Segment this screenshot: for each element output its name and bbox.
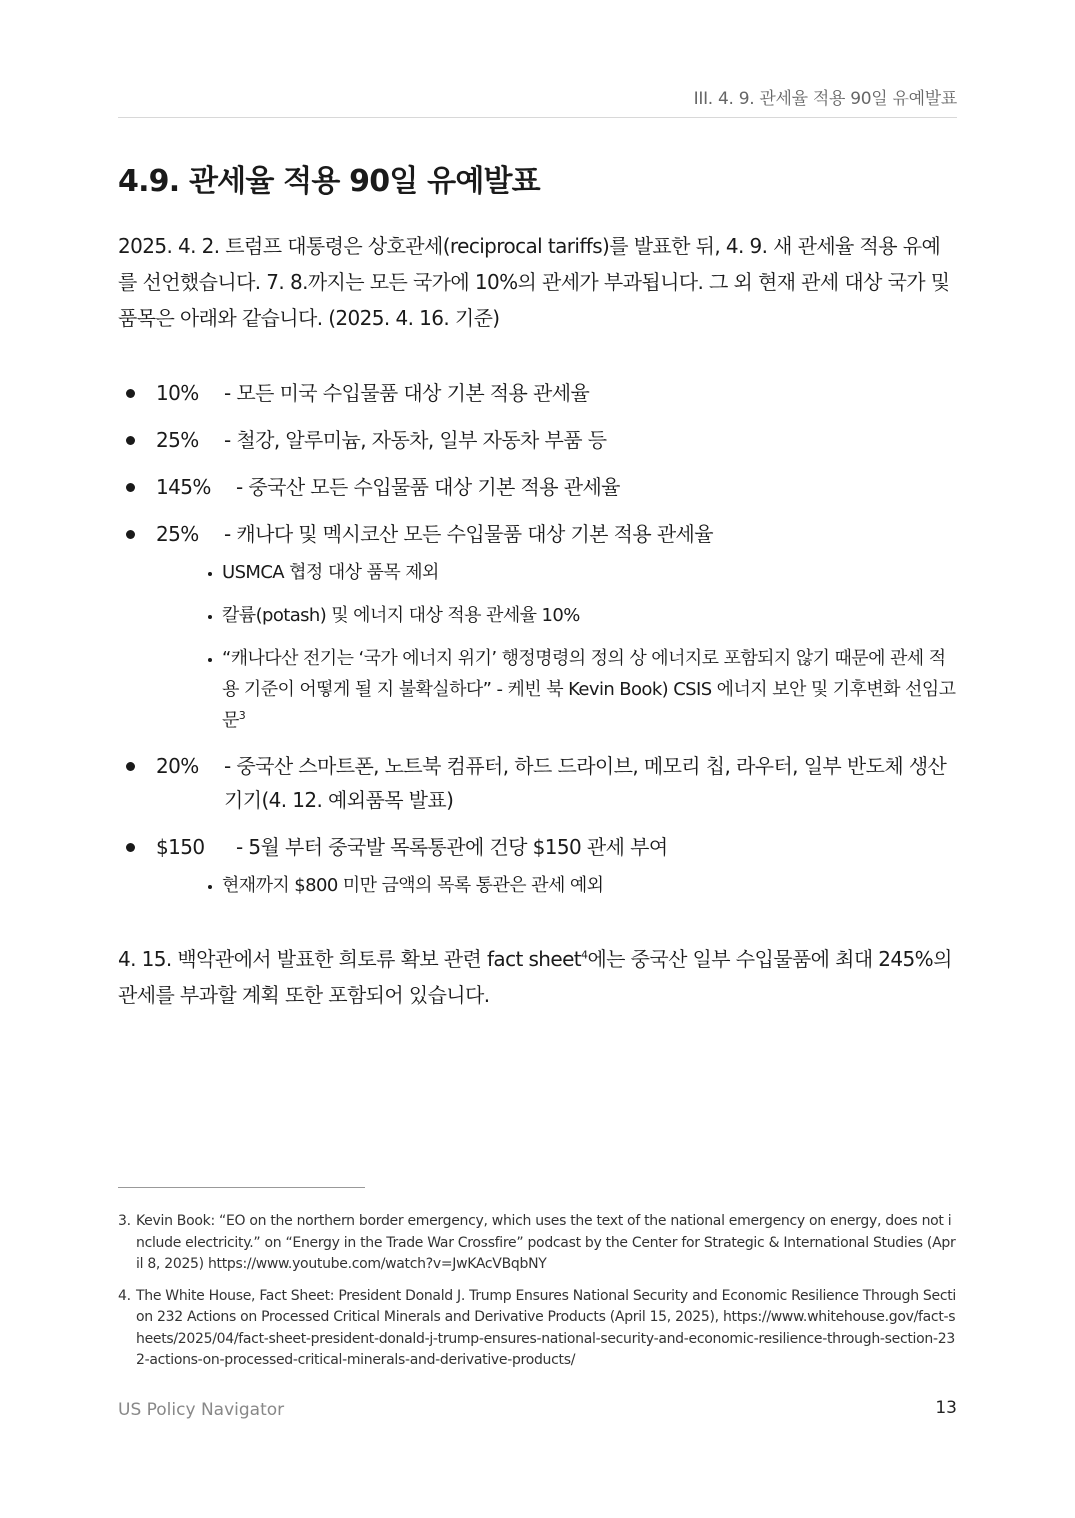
bullet-icon xyxy=(126,483,135,492)
tariff-description: - 중국산 모든 수입물품 대상 기본 적용 관세율 xyxy=(236,475,620,499)
tariff-rate: 10% xyxy=(156,381,199,405)
canada-sub-list xyxy=(222,557,957,736)
tariff-description: - 철강, 알루미늄, 자동차, 일부 자동차 부품 등 xyxy=(224,428,607,452)
closing-text: 에는 중국산 일부 수입물품에 최대 245%의 관세를 부과할 계획 또한 포함되어 있습니다. xyxy=(118,947,952,1007)
tariff-description: - 중국산 스마트폰, 노트북 컴퓨터, 하드 드라이브, 메모리 칩, 라우터, 일부 반도체 생산 기기(4. 12. 예외품목 발표) xyxy=(224,754,947,812)
tariff-list xyxy=(118,376,957,901)
sub-list-item xyxy=(222,557,957,588)
de-minimis-sub-list xyxy=(222,870,957,901)
footnote-text: The White House, Fact Sheet: President Donald J. Trump Ensures National Security and Economic Resilience Through Section 232 Actions on Processed Critical Minerals and Derivative Products (April 15, 2025), https://www.whitehouse.gov/fact-sheets/2025/04/fact-sheet-president-donald-j-trump-ensures-national-security-and-economic-resilience-through-section-232-actions-on-processed-critical-minerals-and-derivative-products/ xyxy=(136,1287,957,1368)
intro-paragraph: 2025. 4. 2. 트럼프 대통령은 상호관세(reciprocal tariffs)를 발표한 뒤, 4. 9. 새 관세율 적용 유예를 선언했습니다. 7. 8.까지는 모든 국가에 10%의 관세가 부과됩니다. 그 외 현재 관세 대상 국가 및 품목은 아래와 같습니다. (2025. 4. 16. 기준) xyxy=(118,234,950,330)
bullet-icon xyxy=(126,530,135,539)
tariff-description: - 모든 미국 수입물품 대상 기본 적용 관세율 xyxy=(224,381,590,405)
sub-bullet-icon xyxy=(208,658,212,662)
sub-item-text: 현재까지 $800 미만 금액의 목록 통관은 관세 예외 xyxy=(222,875,604,896)
sub-item-text: 칼륨(potash) 및 에너지 대상 적용 관세율 10% xyxy=(222,605,580,626)
bullet-icon xyxy=(126,762,135,771)
publication-name: US Policy Navigator xyxy=(118,1400,285,1420)
list-item xyxy=(118,517,957,736)
sub-list-item xyxy=(222,870,957,901)
bullet-icon xyxy=(126,843,135,852)
section-title: 4.9. 관세율 적용 90일 유예발표 xyxy=(118,164,540,199)
bullet-icon xyxy=(126,389,135,398)
tariff-rate: 25% xyxy=(156,522,199,546)
closing-paragraph xyxy=(118,941,957,1013)
main-content xyxy=(118,160,957,1013)
sub-list-item xyxy=(222,600,957,631)
running-header: III. 4. 9. 관세율 적용 90일 유예발표 xyxy=(693,89,957,109)
tariff-rate: 20% xyxy=(156,754,199,778)
footnote-ref[interactable]: 4 xyxy=(581,948,588,962)
footnotes xyxy=(118,1211,957,1382)
sub-bullet-icon xyxy=(208,615,212,619)
tariff-rate: 145% xyxy=(156,475,211,499)
footnote-ref[interactable]: 3 xyxy=(238,709,246,722)
sub-bullet-icon xyxy=(208,885,212,889)
footnote-number: 4. xyxy=(118,1287,131,1304)
footnote-divider xyxy=(118,1187,365,1188)
list-item xyxy=(118,376,957,410)
list-item xyxy=(118,423,957,457)
bullet-icon xyxy=(126,436,135,445)
footnote xyxy=(118,1211,957,1276)
footnote xyxy=(118,1286,957,1372)
tariff-rate: 25% xyxy=(156,428,199,452)
tariff-description: - 5월 부터 중국발 목록통관에 건당 $150 관세 부여 xyxy=(236,835,668,859)
footnote-text: Kevin Book: “EO on the northern border emergency, which uses the text of the national emergency on energy, does not include electricity.” on “Energy in the Trade War Crossfire” podcast by the Center for Strategic & International Studies (April 8, 2025) https://www.youtube.com/watch?v=JwKAcVBqbNY xyxy=(136,1213,956,1272)
list-item xyxy=(118,830,957,901)
sub-bullet-icon xyxy=(208,572,212,576)
header-divider xyxy=(118,117,957,118)
footnote-number: 3. xyxy=(118,1213,131,1229)
list-item xyxy=(118,470,957,504)
sub-list-item xyxy=(222,643,957,736)
sub-item-text: “캐나다산 전기는 ‘국가 에너지 위기’ 행정명령의 정의 상 에너지로 포함되지 않기 때문에 관세 적용 기준이 어떻게 될 지 불확실하다” - 케빈 북 Kevin Book) CSIS 에너지 보안 및 기후변화 선임고문 xyxy=(222,648,956,731)
page-number: 13 xyxy=(935,1398,957,1418)
closing-text: 4. 15. 백악관에서 발표한 희토류 확보 관련 fact sheet xyxy=(118,947,582,971)
sub-item-text: USMCA 협정 대상 품목 제외 xyxy=(222,562,439,583)
list-item xyxy=(118,749,957,817)
tariff-rate: $150 xyxy=(156,835,205,859)
tariff-description: - 캐나다 및 멕시코산 모든 수입물품 대상 기본 적용 관세율 xyxy=(224,522,713,546)
